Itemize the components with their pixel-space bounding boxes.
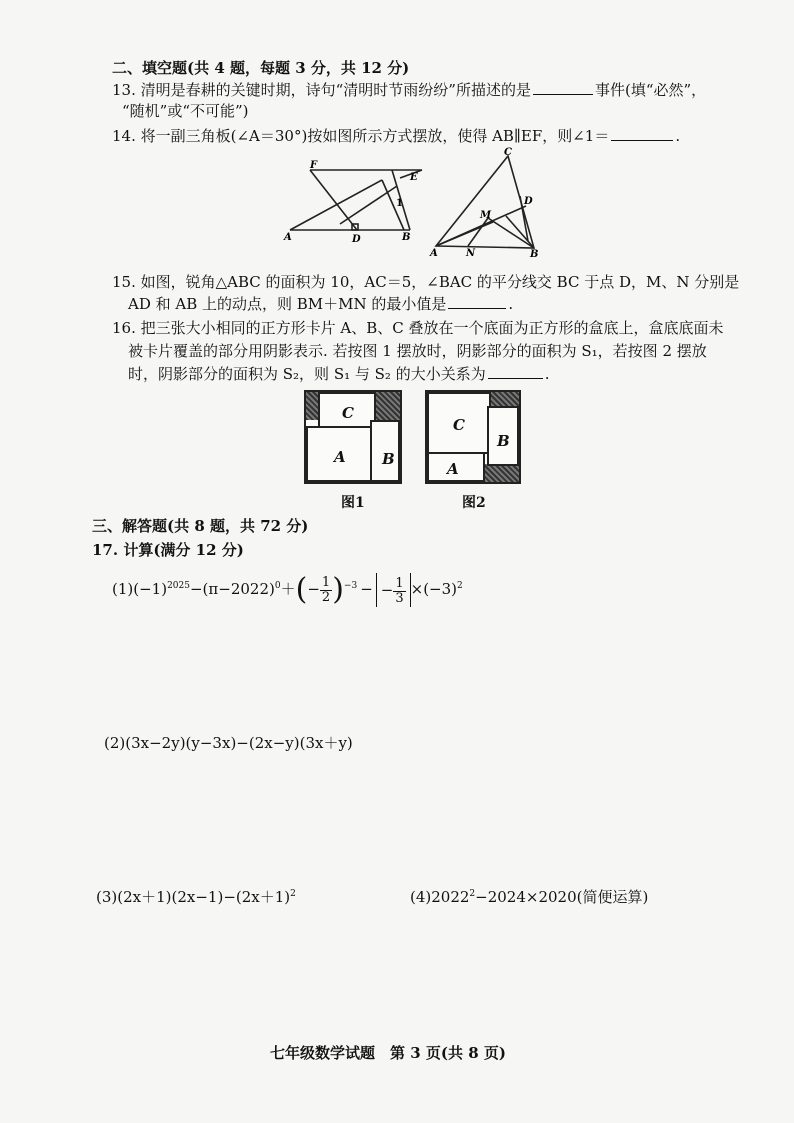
- operator: −: [307, 580, 320, 598]
- fig2-label-D: D: [524, 196, 533, 207]
- q16-line1: 16. 把三张大小相同的正方形卡片 A、B、C 叠放在一个底面为正方形的盒底上，盒底底面未: [112, 319, 724, 337]
- q17-part3: [96, 886, 296, 907]
- q15-text-post: .: [508, 295, 514, 313]
- operator: −: [360, 580, 373, 598]
- q14-line: [112, 126, 680, 146]
- card-figure-2: [425, 390, 521, 484]
- q17-title: 17. 计算(满分 12 分): [92, 541, 244, 559]
- caption-fig1: 图1: [341, 495, 365, 511]
- q16-answer-blank[interactable]: [488, 364, 543, 379]
- term: (4)2022: [410, 888, 470, 906]
- shade-region: [374, 392, 400, 422]
- q13-line1: [112, 80, 706, 100]
- card-c: C: [427, 392, 491, 454]
- shade-region: [483, 464, 519, 482]
- q16-text-post: .: [544, 365, 550, 383]
- q14-text-pre: 14. 将一副三角板(∠A＝30°)按如图所示方式摆放，使得 AB∥EF，则∠1＝: [112, 127, 610, 145]
- fig2-label-M: M: [480, 210, 492, 221]
- exponent: 0: [274, 581, 281, 591]
- page-footer: 七年级数学试题 第 3 页(共 8 页): [270, 1044, 506, 1062]
- q15-line1: 15. 如图，锐角△ABC 的面积为 10，AC＝5，∠BAC 的平分线交 BC 于点 D，M、N 分别是: [112, 273, 740, 291]
- exponent: 2: [457, 581, 463, 591]
- shade-region: [306, 392, 318, 420]
- term: ×(−3): [410, 580, 458, 598]
- operator: ＋: [280, 580, 296, 598]
- fig1-label-A: A: [284, 232, 292, 243]
- fig1-label-1: 1: [396, 198, 403, 209]
- q13-text-post: 事件(填“必然”，: [594, 81, 707, 99]
- fig1-label-D: D: [352, 234, 361, 244]
- q14-answer-blank[interactable]: [611, 126, 673, 141]
- q13-answer-blank[interactable]: [533, 80, 593, 95]
- fig1-label-F: F: [310, 160, 318, 171]
- q14-figure: [282, 158, 424, 244]
- caption-fig2: 图2: [462, 495, 486, 511]
- term: −2024×2020(简便运算): [475, 888, 649, 906]
- fig1-label-B: B: [402, 232, 411, 243]
- term: (3)(2x＋1)(2x−1)−(2x＋1): [96, 888, 291, 906]
- q16-line2: 被卡片覆盖的部分用阴影表示. 若按图 1 摆放时，阴影部分的面积为 S₁，若按图 2 摆放: [128, 342, 707, 360]
- term: (−1): [133, 580, 168, 598]
- q14-text-post: .: [675, 127, 681, 145]
- fig1-label-E: E: [410, 172, 418, 183]
- card-a: A: [306, 426, 376, 482]
- fig2-label-B: B: [530, 249, 539, 258]
- card-b: B: [370, 420, 400, 482]
- fraction: $\frac{1}{2}$: [321, 574, 331, 605]
- paren-right: ): [332, 572, 344, 607]
- q13-text-pre: 13. 清明是春耕的关键时期，诗句“清明时节雨纷纷”所描述的是: [112, 81, 531, 99]
- q15-line2: [128, 294, 513, 314]
- q17-part4: [410, 886, 648, 907]
- card-b: B: [487, 406, 519, 466]
- absolute-value: − $\frac{1}{3}$: [376, 573, 411, 607]
- q13-line2: “随机”或“不可能”): [122, 102, 249, 120]
- q16-line3: [128, 364, 550, 384]
- q15-text-pre: AD 和 AB 上的动点，则 BM＋MN 的最小值是: [128, 295, 447, 313]
- fig2-label-C: C: [504, 147, 512, 158]
- exponent: 2: [290, 889, 296, 899]
- part-label: (1): [112, 580, 134, 598]
- exponent: 2025: [167, 581, 190, 591]
- card-figure-1: [304, 390, 402, 484]
- fig2-label-N: N: [466, 248, 476, 258]
- paren-left: (: [295, 572, 308, 607]
- q16-text-pre: 时，阴影部分的面积为 S₂，则 S₁ 与 S₂ 的大小关系为: [128, 365, 486, 383]
- exponent: 2: [469, 889, 476, 899]
- q15-answer-blank[interactable]: [448, 294, 506, 309]
- q17-part1: [112, 566, 463, 606]
- q15-figure: [428, 146, 548, 258]
- card-a: A: [427, 452, 485, 482]
- card-c: C: [318, 392, 376, 432]
- fig2-label-A: A: [430, 248, 438, 258]
- section3-title: 三、解答题(共 8 题，共 72 分): [92, 517, 309, 535]
- q17-part2: (2)(3x−2y)(y−3x)−(2x−y)(3x＋y): [104, 734, 353, 752]
- term: −(π−2022): [189, 580, 275, 598]
- exponent: −3: [343, 581, 358, 591]
- section2-title: 二、填空题(共 4 题，每题 3 分，共 12 分): [112, 59, 410, 77]
